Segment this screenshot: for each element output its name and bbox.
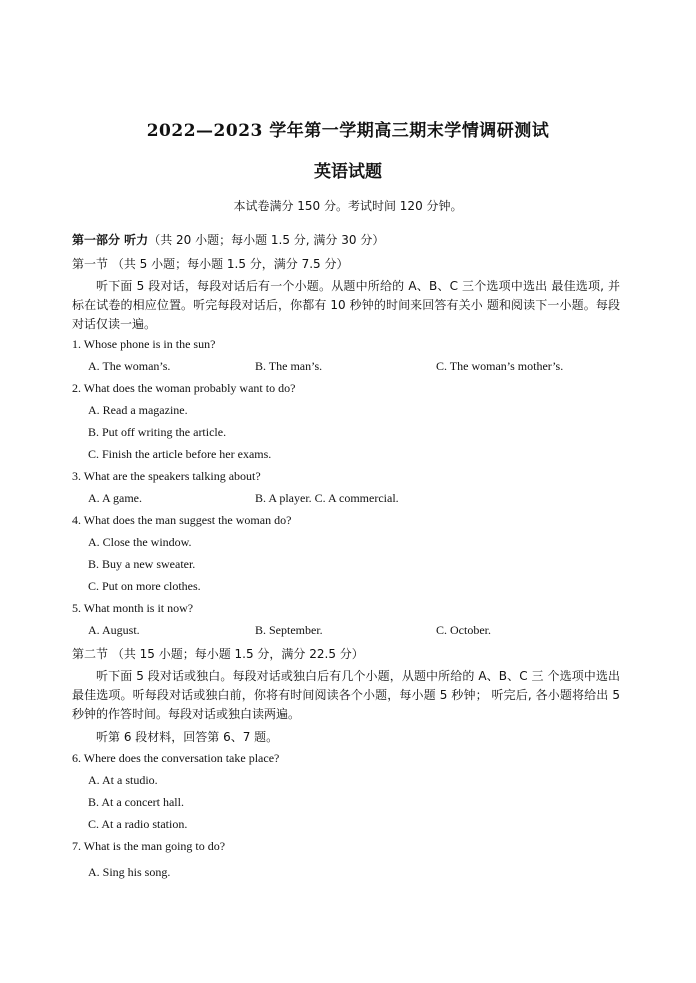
part1-heading [72,231,384,248]
question-1-option-b: B. The man’s. [255,359,323,373]
question-1-option-a: A. The woman’s. [88,359,171,373]
question-4-option-c: C. Put on more clothes. [88,579,201,593]
part1-heading-rest: （共 20 小题；每小题 1.5 分, 满分 30 分） [148,233,385,247]
section2-material: 听第 6 段材料，回答第 6、7 题。 [96,730,279,744]
question-5-option-b: B. September. [255,623,323,637]
question-6-stem: 6. Where does the conversation take place? [72,751,280,765]
section2-instructions: 听下面 5 段对话或独白。每段对话或独白后有几个小题，从题中所给的 A、B、C 三 个选项中选出最佳选项。听每段对话或独白前，你将有时间阅读各个小题，每小题 5 秒钟； 听完后, 各小题将给出 5 秒钟的作答时间。每段对话或独白读两遍。 [72,669,620,721]
question-3-stem: 3. What are the speakers talking about? [72,469,261,483]
exam-note: 本试卷满分 150 分。考试时间 120 分钟。 [233,199,463,213]
section1-heading: 第一节 （共 5 小题；每小题 1.5 分，满分 7.5 分） [72,257,349,271]
question-3-option-bc: B. A player. C. A commercial. [255,491,399,505]
question-6-option-c: C. At a radio station. [88,817,188,831]
question-2-option-a: A. Read a magazine. [88,403,188,417]
question-3-option-a: A. A game. [88,491,142,505]
page-subtitle: 英语试题 [314,162,382,182]
section2-heading: 第二节 （共 15 小题；每小题 1.5 分，满分 22.5 分） [72,647,364,661]
question-4-option-b: B. Buy a new sweater. [88,557,196,571]
question-6-option-a: A. At a studio. [88,773,158,787]
page-title: 2022—2023 学年第一学期高三期末学情调研测试 [146,121,550,141]
question-2-stem: 2. What does the woman probably want to do? [72,381,296,395]
question-2-option-b: B. Put off writing the article. [88,425,227,439]
question-6-option-b: B. At a concert hall. [88,795,184,809]
part1-heading-bold: 第一部分 听力 [72,233,149,247]
question-4-stem: 4. What does the man suggest the woman do? [72,513,292,527]
question-4-option-a: A. Close the window. [88,535,192,549]
question-7-stem: 7. What is the man going to do? [72,839,226,853]
question-7-option-a: A. Sing his song. [88,865,171,879]
section1-instructions: 听下面 5 段对话，每段对话后有一个小题。从题中所给的 A、B、C 三个选项中选出 最佳选项, 并标在试卷的相应位置。听完每段对话后，你都有 10 秒钟的时间来回答有关小 题和阅读下一小题。每段对话仅读一遍。 [72,279,620,331]
question-1-stem: 1. Whose phone is in the sun? [72,337,216,351]
question-5-option-a: A. August. [88,623,140,637]
question-2-option-c: C. Finish the article before her exams. [88,447,272,461]
question-5-option-c: C. October. [436,623,491,637]
question-1-option-c: C. The woman’s mother’s. [436,359,564,373]
question-5-stem: 5. What month is it now? [72,601,194,615]
